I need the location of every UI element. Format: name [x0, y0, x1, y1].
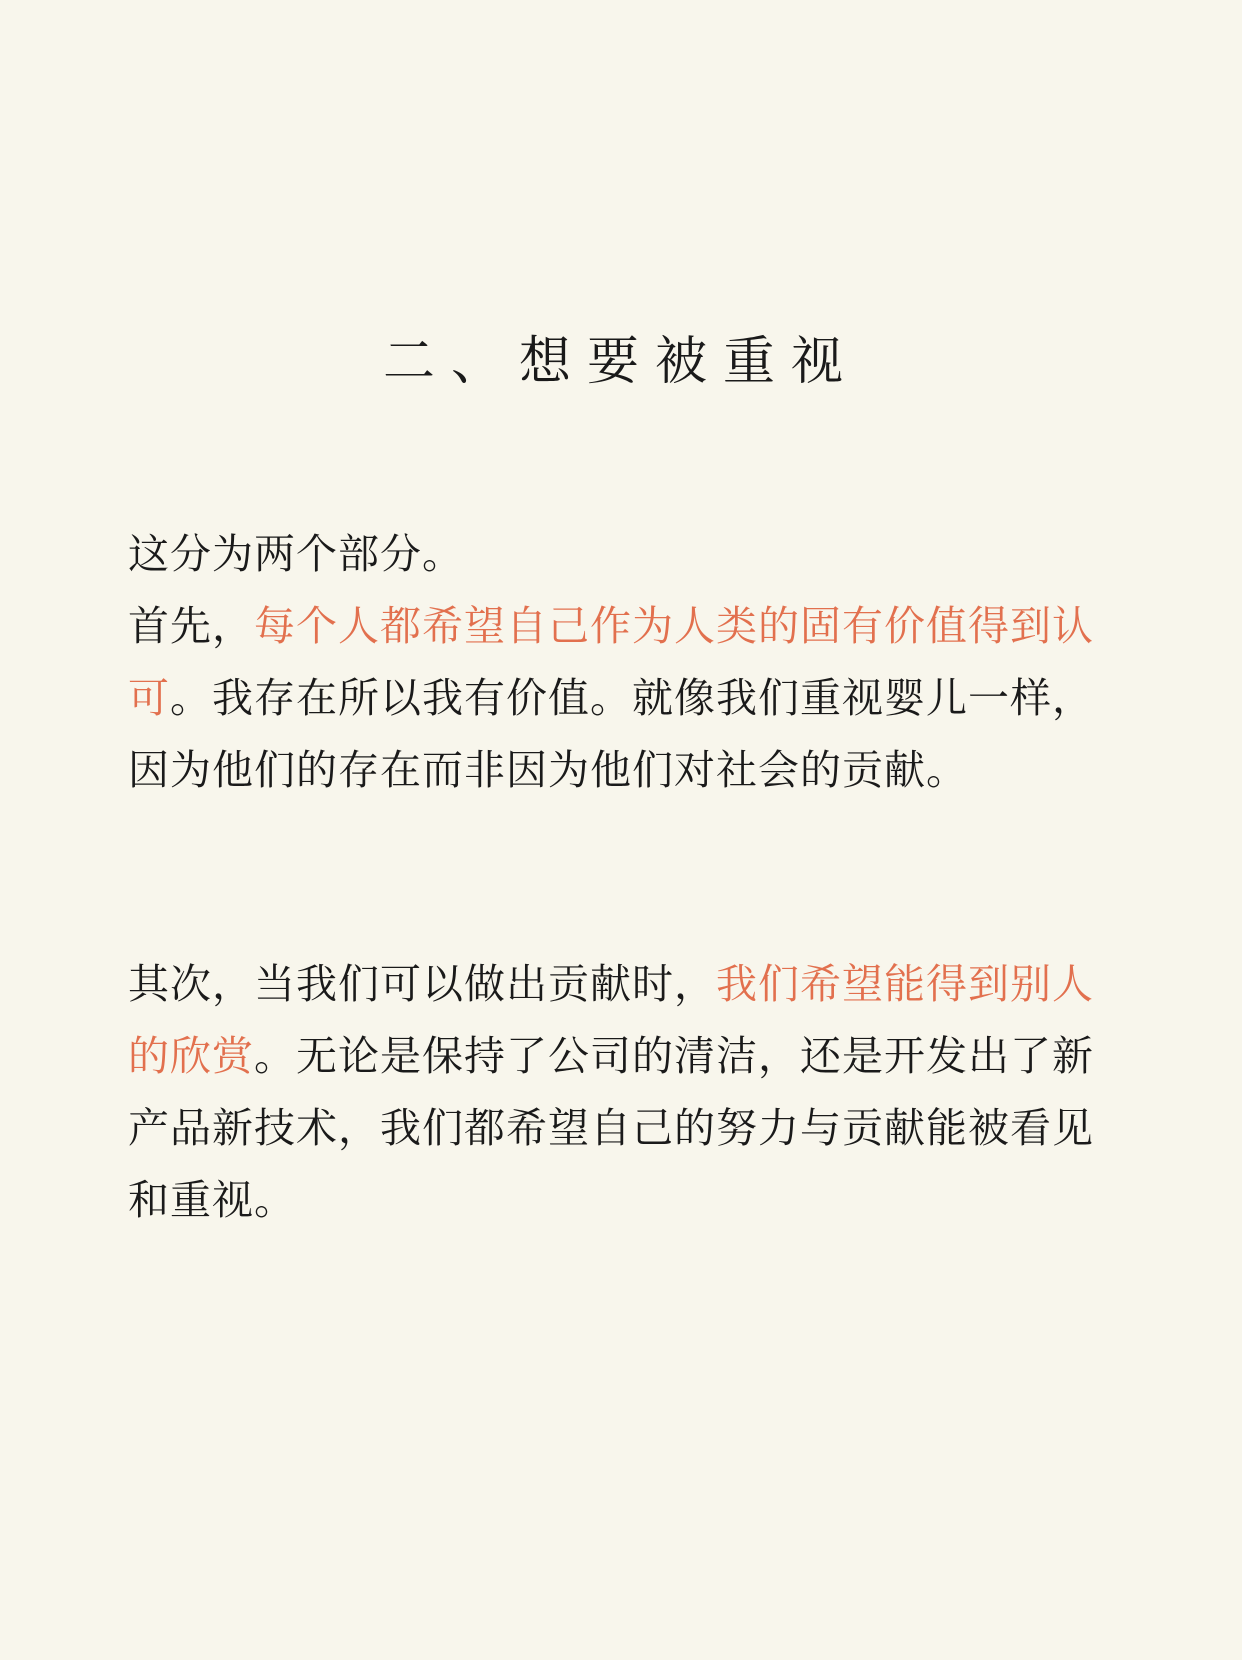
paragraph-1-highlight: 每个人都希望自己作为人类的固有价值得到认可 [128, 602, 1094, 722]
paragraph-1 [128, 518, 1108, 806]
paragraph-1-lead: 首先， [128, 602, 254, 650]
paragraph-2-highlight: 我们希望能得到别人的欣赏 [128, 960, 1094, 1080]
paragraph-2 [128, 948, 1108, 1236]
page-title: 二、想要被重视 [382, 332, 859, 392]
paragraph-1-rest: 。我存在所以我有价值。就像我们重视婴儿一样，因为他们的存在而非因为他们对社会的贡献。 [128, 674, 1094, 794]
paragraph-2-rest: 。无论是保持了公司的清洁，还是开发出了新产品新技术，我们都希望自己的努力与贡献能被看见和重视。 [128, 1032, 1094, 1224]
paragraph-2-lead: 其次，当我们可以做出贡献时， [128, 960, 716, 1008]
paragraph-1-intro: 这分为两个部分。 [128, 530, 464, 578]
